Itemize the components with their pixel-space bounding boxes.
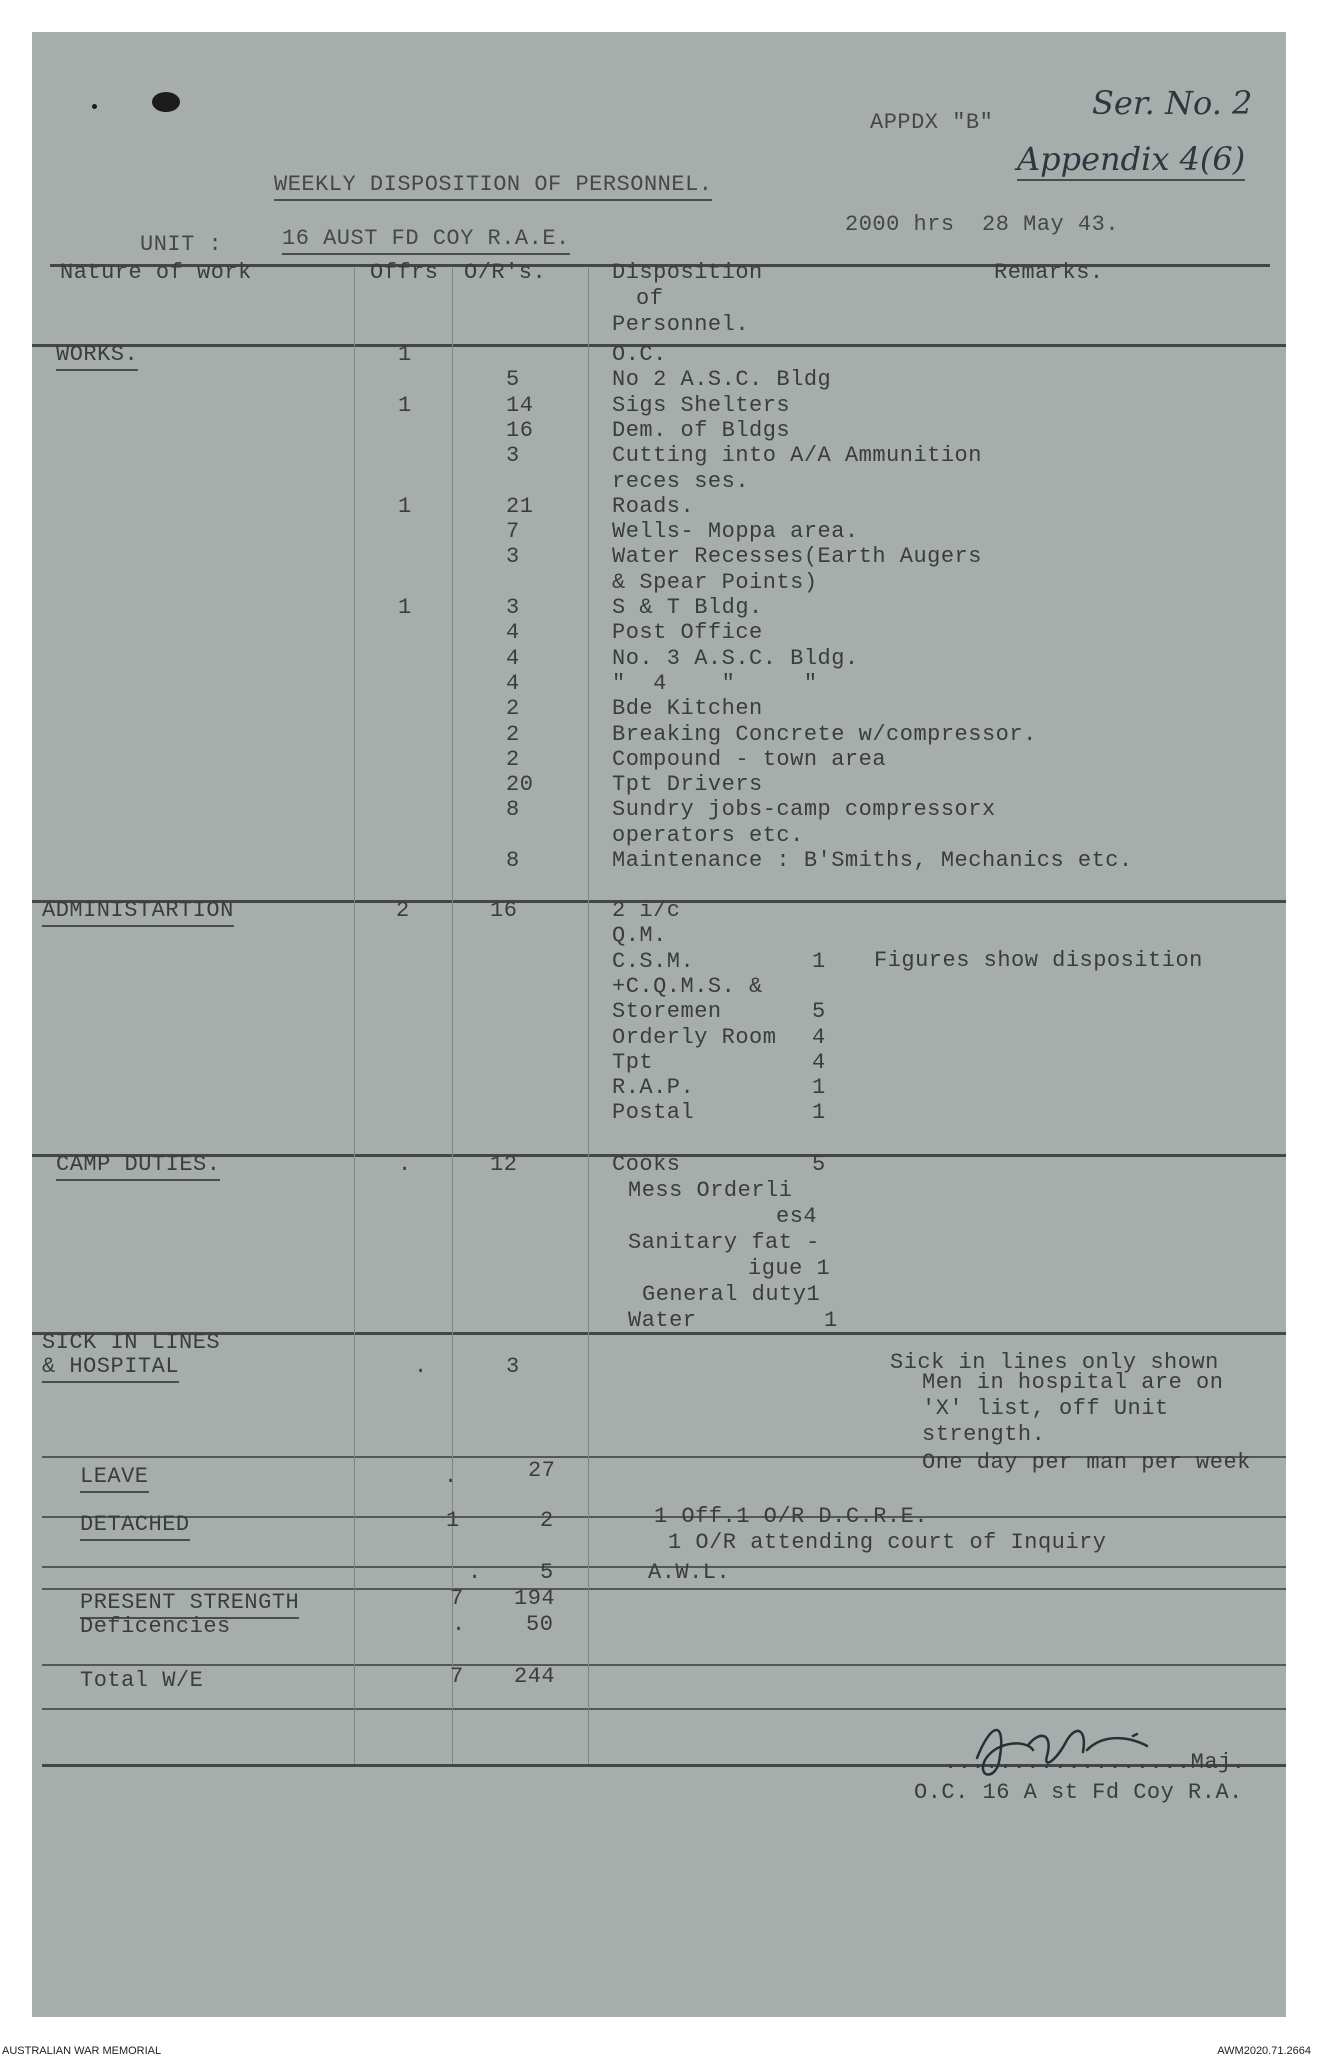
works-row-ors: 21 — [506, 493, 534, 519]
serial-handwritten: Ser. No. 2 — [1092, 84, 1253, 122]
signature-dots-rank: ..................Maj. — [944, 1750, 1246, 1775]
works-row-disposition: Sundry jobs-camp compressorx — [612, 797, 996, 823]
administration-offrs: 2 — [396, 898, 410, 923]
works-row-ors: 3 — [506, 443, 520, 469]
present-strength-offrs: 7 — [450, 1586, 464, 1611]
unit-label: UNIT : — [140, 232, 223, 257]
works-row-ors: 4 — [506, 670, 520, 696]
works-row-ors: 2 — [506, 721, 520, 747]
administration-row-text: Storemen — [612, 999, 722, 1025]
column-header-nature: Nature of work — [60, 260, 252, 285]
deficiencies-ors: 50 — [526, 1612, 554, 1637]
works-row-disposition: Sigs Shelters — [612, 392, 791, 418]
administration-row — [612, 999, 826, 1025]
leave-offrs: . — [444, 1464, 458, 1489]
section-label-works: WORKS. — [56, 342, 138, 371]
camp-duties-offrs: . — [398, 1152, 412, 1177]
column-header-ors: O/R's. — [464, 260, 547, 285]
awl-text: A.W.L. — [648, 1560, 731, 1585]
sick-offrs: . — [414, 1354, 428, 1379]
administration-remark: Figures show disposition — [874, 948, 1203, 973]
works-row-ors: 2 — [506, 746, 520, 772]
column-header-disposition: Disposition — [612, 260, 763, 285]
total-we-offrs: 7 — [450, 1664, 464, 1689]
unit-value: 16 AUST FD COY R.A.E. — [282, 226, 570, 255]
detached-text-2: 1 O/R attending court of Inquiry — [668, 1530, 1107, 1555]
footer-archive: AUSTRALIAN WAR MEMORIAL — [2, 2045, 162, 2057]
camp-duty-sanitary: Sanitary fat - — [628, 1230, 820, 1255]
section-label-leave: LEAVE — [80, 1464, 149, 1493]
works-row-ors: 14 — [506, 392, 534, 418]
administration-row — [612, 898, 681, 924]
works-row-disposition: No 2 A.S.C. Bldg — [612, 367, 832, 393]
administration-row — [612, 923, 667, 949]
camp-duty-general: General duty1 — [642, 1282, 821, 1307]
works-row-disposition: Cutting into A/A Ammunition — [612, 443, 982, 469]
column-header-disposition-3: Personnel. — [612, 312, 750, 337]
administration-row-count: 1 — [812, 948, 826, 974]
works-row-ors: 16 — [506, 417, 534, 443]
camp-duty-water: Water 1 — [628, 1308, 838, 1333]
administration-row — [612, 1024, 826, 1051]
administration-row-text: +C.Q.M.S. & — [612, 973, 763, 999]
page-title: WEEKLY DISPOSITION OF PERSONNEL. — [274, 172, 712, 201]
report-datetime: 2000 hrs 28 May 43. — [845, 212, 1120, 237]
camp-duties-ors: 12 — [490, 1152, 518, 1177]
works-row-disposition: No. 3 A.S.C. Bldg. — [612, 645, 859, 671]
works-row-offrs: 1 — [398, 493, 412, 519]
ink-speck — [92, 104, 97, 109]
section-label-detached: DETACHED — [80, 1512, 190, 1541]
works-row-disposition: S & T Bldg. — [612, 595, 763, 620]
administration-row — [612, 1100, 826, 1126]
ink-stain — [152, 92, 180, 112]
administration-row-text: 2 i/c — [612, 898, 681, 923]
deficiencies-label: Deficencies — [80, 1614, 231, 1639]
administration-row-count: 4 — [812, 1049, 826, 1075]
detached-offrs: 1 — [446, 1508, 460, 1533]
works-row-offrs: 1 — [398, 595, 412, 620]
detached-text-1: 1 Off.1 O/R D.C.R.E. — [654, 1504, 929, 1529]
administration-row-text: Q.M. — [612, 923, 667, 949]
administration-row — [612, 974, 763, 1000]
works-row-ors: 4 — [506, 620, 520, 646]
works-row-ors: 3 — [506, 595, 520, 620]
sick-remark-1: Sick in lines only shown — [890, 1350, 1219, 1375]
works-row-disposition: " 4 " " — [612, 670, 818, 696]
works-row-offrs: 1 — [398, 342, 412, 367]
works-row-disposition: Roads. — [612, 493, 695, 519]
present-strength-ors: 194 — [514, 1586, 556, 1611]
works-row-disposition: reces ses. — [612, 468, 750, 494]
administration-row-text: Postal — [612, 1100, 695, 1126]
administration-row-text: C.S.M. — [612, 948, 695, 974]
works-row-disposition: Tpt Drivers — [612, 772, 763, 798]
sick-remark-3: 'X' list, off Unit — [922, 1396, 1169, 1421]
rule-deficiency-end — [42, 1664, 1286, 1666]
section-label-administration: ADMINISTARTION — [42, 898, 234, 927]
section-label-sick-2: & HOSPITAL — [42, 1354, 179, 1383]
appendix-handwritten: Appendix 4(6) — [1017, 140, 1245, 181]
column-header-disposition-2: of — [636, 286, 664, 311]
works-row-disposition: Post Office — [612, 620, 763, 646]
administration-row-text: Orderly Room — [612, 1024, 777, 1050]
footer-accession: AWM2020.71.2664 — [1217, 2045, 1311, 2057]
works-row-ors: 20 — [506, 772, 534, 798]
administration-row — [612, 1075, 826, 1101]
works-row-disposition: Breaking Concrete w/compressor. — [612, 721, 1037, 747]
works-row-ors: 2 — [506, 696, 520, 722]
administration-row-count: 1 — [812, 1100, 826, 1126]
works-row-ors: 8 — [506, 797, 520, 823]
administration-ors: 16 — [490, 898, 518, 923]
works-row-disposition: & Spear Points) — [612, 569, 818, 595]
works-row-disposition: Dem. of Bldgs — [612, 417, 791, 443]
awl-offrs: . — [468, 1560, 482, 1585]
administration-row-text: R.A.P. — [612, 1075, 695, 1101]
works-row-ors: 4 — [506, 645, 520, 671]
signature-scrawl — [937, 1700, 1187, 1790]
leave-ors: 27 — [528, 1458, 556, 1483]
section-label-sick-1: SICK IN LINES — [42, 1330, 221, 1355]
present-strength-label: PRESENT STRENGTH — [80, 1590, 299, 1619]
camp-duty-cooks: Cooks 5 — [612, 1152, 826, 1177]
signature-title: O.C. 16 A st Fd Coy R.A. — [914, 1780, 1243, 1805]
appendix-code: APPDX "B" — [870, 110, 994, 135]
works-row-disposition: Compound - town area — [612, 746, 887, 772]
column-divider-ors — [452, 268, 453, 1764]
works-row-offrs: 1 — [398, 392, 412, 418]
column-header-offrs: Offrs — [370, 260, 439, 285]
administration-row — [612, 1049, 826, 1076]
administration-row-count: 5 — [812, 999, 826, 1025]
works-row-ors: 5 — [506, 367, 520, 393]
administration-row-count: 1 — [812, 1075, 826, 1101]
column-divider-disposition — [588, 268, 589, 1764]
section-label-camp-duties: CAMP DUTIES. — [56, 1152, 220, 1181]
camp-duty-mess-orderlies-cont: es4 — [776, 1204, 818, 1229]
sick-remark-2: Men in hospital are on — [922, 1370, 1224, 1395]
works-row-ors: 7 — [506, 519, 520, 545]
awl-ors: 5 — [540, 1560, 554, 1585]
administration-row-text: Tpt — [612, 1049, 654, 1075]
works-row-disposition: Wells- Moppa area. — [612, 519, 859, 545]
detached-ors: 2 — [540, 1508, 554, 1533]
administration-row-count: 4 — [812, 1024, 826, 1050]
works-row-disposition: operators etc. — [612, 822, 804, 848]
works-row-disposition: Maintenance : B'Smiths, Mechanics etc. — [612, 848, 1133, 873]
sick-ors: 3 — [506, 1354, 520, 1379]
works-row-disposition: O.C. — [612, 342, 667, 367]
column-header-remarks: Remarks. — [994, 260, 1104, 285]
deficiencies-offrs: . — [452, 1612, 466, 1637]
sick-remark-4: strength. — [922, 1422, 1046, 1447]
document-page — [32, 32, 1286, 2017]
works-row-disposition: Water Recesses(Earth Augers — [612, 544, 982, 570]
works-row-ors: 8 — [506, 848, 520, 873]
camp-duty-mess-orderlies: Mess Orderli — [628, 1178, 793, 1203]
camp-duty-sanitary-cont: igue 1 — [748, 1256, 831, 1281]
administration-row — [612, 948, 826, 975]
leave-remark: One day per man per week — [922, 1450, 1251, 1475]
works-row-disposition: Bde Kitchen — [612, 696, 763, 722]
total-we-ors: 244 — [514, 1664, 556, 1689]
column-divider-offrs — [354, 268, 355, 1764]
works-row-ors: 3 — [506, 544, 520, 570]
total-we-label: Total W/E — [80, 1668, 204, 1693]
